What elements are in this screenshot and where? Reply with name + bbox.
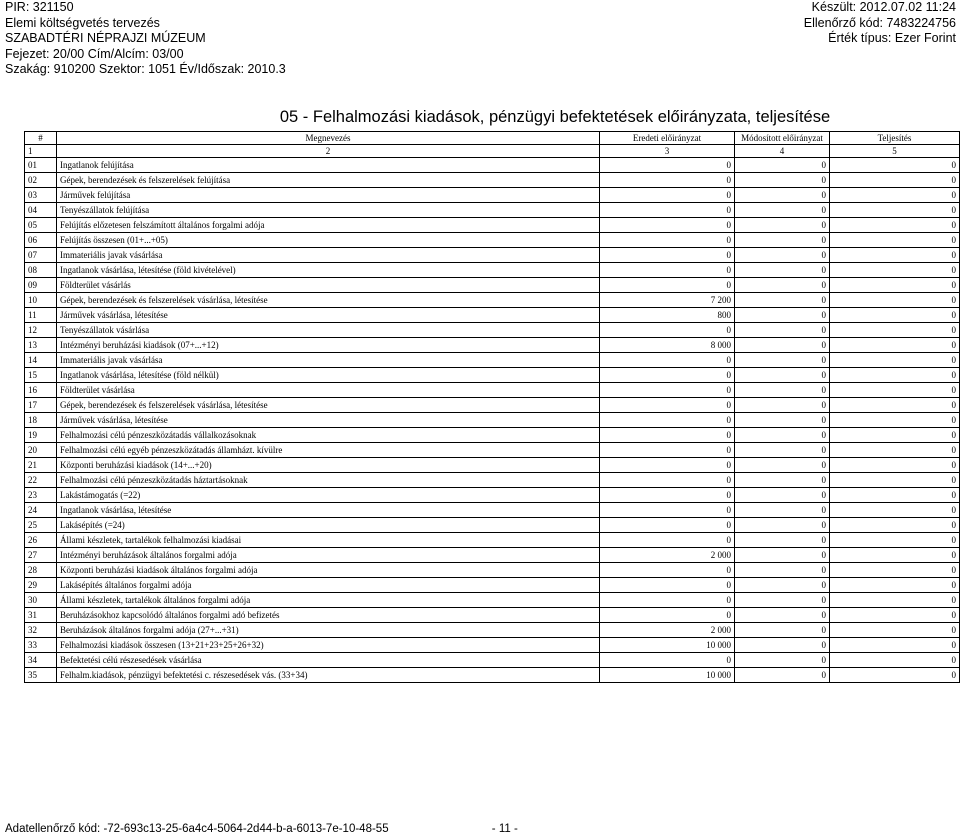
- row-number: 18: [25, 413, 57, 428]
- row-label: Lakástámogatás (=22): [57, 488, 600, 503]
- modified-appropriation: 0: [735, 383, 830, 398]
- modified-appropriation: 0: [735, 203, 830, 218]
- row-number: 12: [25, 323, 57, 338]
- row-label: Állami készletek, tartalékok felhalmozási kiadásai: [57, 533, 600, 548]
- performance: 0: [830, 233, 960, 248]
- chapter-label: Fejezet: 20/00 Cím/Alcím: 03/00: [5, 46, 184, 61]
- row-label: Központi beruházási kiadások általános forgalmi adója: [57, 563, 600, 578]
- original-appropriation: 0: [600, 383, 735, 398]
- modified-appropriation: 0: [735, 398, 830, 413]
- original-appropriation: 0: [600, 323, 735, 338]
- row-label: Tenyészállatok felújítása: [57, 203, 600, 218]
- institution-name: SZABADTÉRI NÉPRAJZI MÚZEUM: [5, 31, 206, 45]
- original-appropriation: 0: [600, 593, 735, 608]
- performance: 0: [830, 623, 960, 638]
- row-number: 03: [25, 188, 57, 203]
- modified-appropriation: 0: [735, 638, 830, 653]
- row-label: Gépek, berendezések és felszerelések vásárlása, létesítése: [57, 398, 600, 413]
- modified-appropriation: 0: [735, 563, 830, 578]
- performance: 0: [830, 533, 960, 548]
- row-number: 27: [25, 548, 57, 563]
- pir-label: PIR: 321150: [5, 0, 74, 14]
- table-row: [25, 278, 960, 293]
- row-number: 05: [25, 218, 57, 233]
- table-row: [25, 638, 960, 653]
- table-row: [25, 173, 960, 188]
- row-label: Járművek vásárlása, létesítése: [57, 308, 600, 323]
- original-appropriation: 7 200: [600, 293, 735, 308]
- original-appropriation: 0: [600, 353, 735, 368]
- created-timestamp: Készült: 2012.07.02 11:24: [811, 0, 956, 14]
- table-row: [25, 578, 960, 593]
- row-number: 35: [25, 668, 57, 683]
- modified-appropriation: 0: [735, 338, 830, 353]
- row-number: 19: [25, 428, 57, 443]
- table-row: [25, 413, 960, 428]
- row-label: Lakásépítés (=24): [57, 518, 600, 533]
- row-label: Felhalmozási kiadások összesen (13+21+23+25+26+32): [57, 638, 600, 653]
- row-number: 30: [25, 593, 57, 608]
- original-appropriation: 0: [600, 173, 735, 188]
- row-label: Beruházásokhoz kapcsolódó általános forgalmi adó befizetés: [57, 608, 600, 623]
- row-number: 23: [25, 488, 57, 503]
- performance: 0: [830, 563, 960, 578]
- performance: 0: [830, 503, 960, 518]
- footer-checksum: Adatellenőrző kód: -72-693c13-25-6a4c4-5064-2d44-b-a-6013-7e-10-48-55: [5, 823, 389, 835]
- original-appropriation: 0: [600, 458, 735, 473]
- original-appropriation: 0: [600, 158, 735, 173]
- row-number: 31: [25, 608, 57, 623]
- original-appropriation: 0: [600, 233, 735, 248]
- performance: 0: [830, 338, 960, 353]
- performance: 0: [830, 668, 960, 683]
- row-number: 22: [25, 473, 57, 488]
- column-header-row: [25, 132, 960, 145]
- row-number: 10: [25, 293, 57, 308]
- modified-appropriation: 0: [735, 173, 830, 188]
- original-appropriation: 0: [600, 563, 735, 578]
- performance: 0: [830, 188, 960, 203]
- row-label: Felhalm.kiadások, pénzügyi befektetési c. részesedések vás. (33+34): [57, 668, 600, 683]
- original-appropriation: 0: [600, 263, 735, 278]
- column-header: Módosított előirányzat: [735, 132, 830, 145]
- table-row: [25, 353, 960, 368]
- report-subtitle: Elemi költségvetés tervezés: [5, 15, 160, 30]
- modified-appropriation: 0: [735, 353, 830, 368]
- performance: 0: [830, 608, 960, 623]
- table-row: [25, 608, 960, 623]
- column-number: 2: [57, 145, 600, 158]
- original-appropriation: 0: [600, 653, 735, 668]
- original-appropriation: 0: [600, 278, 735, 293]
- original-appropriation: 0: [600, 398, 735, 413]
- row-number: 34: [25, 653, 57, 668]
- modified-appropriation: 0: [735, 443, 830, 458]
- row-number: 21: [25, 458, 57, 473]
- row-label: Felújítás összesen (01+...+05): [57, 233, 600, 248]
- table-row: [25, 458, 960, 473]
- modified-appropriation: 0: [735, 608, 830, 623]
- modified-appropriation: 0: [735, 323, 830, 338]
- row-number: 13: [25, 338, 57, 353]
- column-header: Megnevezés: [57, 132, 600, 145]
- modified-appropriation: 0: [735, 593, 830, 608]
- performance: 0: [830, 593, 960, 608]
- performance: 0: [830, 293, 960, 308]
- performance: 0: [830, 353, 960, 368]
- table-row: [25, 488, 960, 503]
- original-appropriation: 0: [600, 578, 735, 593]
- performance: 0: [830, 413, 960, 428]
- row-label: Ingatlanok vásárlása, létesítése (föld nélkül): [57, 368, 600, 383]
- performance: 0: [830, 458, 960, 473]
- row-number: 32: [25, 623, 57, 638]
- row-number: 28: [25, 563, 57, 578]
- row-number: 11: [25, 308, 57, 323]
- column-header: Teljesítés: [830, 132, 960, 145]
- performance: 0: [830, 323, 960, 338]
- row-label: Intézményi beruházások általános forgalmi adója: [57, 548, 600, 563]
- row-number: 09: [25, 278, 57, 293]
- performance: 0: [830, 578, 960, 593]
- row-number: 06: [25, 233, 57, 248]
- table-row: [25, 398, 960, 413]
- table-row: [25, 323, 960, 338]
- original-appropriation: 0: [600, 533, 735, 548]
- row-number: 33: [25, 638, 57, 653]
- modified-appropriation: 0: [735, 188, 830, 203]
- table-row: [25, 263, 960, 278]
- table-row: [25, 653, 960, 668]
- table-row: [25, 368, 960, 383]
- row-label: Állami készletek, tartalékok általános forgalmi adója: [57, 593, 600, 608]
- table-row: [25, 158, 960, 173]
- modified-appropriation: 0: [735, 248, 830, 263]
- table-row: [25, 443, 960, 458]
- performance: 0: [830, 383, 960, 398]
- table-row: [25, 518, 960, 533]
- column-number-row: [25, 145, 960, 158]
- modified-appropriation: 0: [735, 158, 830, 173]
- table-row: [25, 188, 960, 203]
- row-label: Befektetési célú részesedések vásárlása: [57, 653, 600, 668]
- original-appropriation: 2 000: [600, 623, 735, 638]
- performance: 0: [830, 398, 960, 413]
- table-row: [25, 623, 960, 638]
- row-label: Immateriális javak vásárlása: [57, 248, 600, 263]
- original-appropriation: 0: [600, 488, 735, 503]
- form-title: 05 - Felhalmozási kiadások, pénzügyi befektetések előirányzata, teljesítése: [279, 108, 831, 126]
- original-appropriation: 8 000: [600, 338, 735, 353]
- modified-appropriation: 0: [735, 233, 830, 248]
- table-row: [25, 203, 960, 218]
- row-number: 01: [25, 158, 57, 173]
- value-type-label: Érték típus: Ezer Forint: [828, 31, 956, 45]
- performance: 0: [830, 203, 960, 218]
- row-label: Földterület vásárlása: [57, 383, 600, 398]
- table-row: [25, 533, 960, 548]
- table-row: [25, 668, 960, 683]
- row-number: 26: [25, 533, 57, 548]
- modified-appropriation: 0: [735, 488, 830, 503]
- original-appropriation: 0: [600, 413, 735, 428]
- row-label: Járművek vásárlása, létesítése: [57, 413, 600, 428]
- original-appropriation: 0: [600, 218, 735, 233]
- row-number: 14: [25, 353, 57, 368]
- table-row: [25, 308, 960, 323]
- original-appropriation: 0: [600, 608, 735, 623]
- row-label: Immateriális javak vásárlása: [57, 353, 600, 368]
- row-label: Beruházások általános forgalmi adója (27+...+31): [57, 623, 600, 638]
- row-label: Ingatlanok vásárlása, létesítése (föld kivételével): [57, 263, 600, 278]
- row-label: Járművek felújítása: [57, 188, 600, 203]
- modified-appropriation: 0: [735, 578, 830, 593]
- original-appropriation: 0: [600, 188, 735, 203]
- row-number: 16: [25, 383, 57, 398]
- column-header: #: [25, 132, 57, 145]
- row-number: 07: [25, 248, 57, 263]
- original-appropriation: 0: [600, 518, 735, 533]
- column-number: 1: [25, 145, 57, 158]
- row-label: Központi beruházási kiadások (14+...+20): [57, 458, 600, 473]
- row-label: Ingatlanok felújítása: [57, 158, 600, 173]
- original-appropriation: 10 000: [600, 668, 735, 683]
- modified-appropriation: 0: [735, 368, 830, 383]
- modified-appropriation: 0: [735, 263, 830, 278]
- modified-appropriation: 0: [735, 218, 830, 233]
- performance: 0: [830, 218, 960, 233]
- table-row: [25, 383, 960, 398]
- row-label: Lakásépítés általános forgalmi adója: [57, 578, 600, 593]
- performance: 0: [830, 368, 960, 383]
- column-number: 5: [830, 145, 960, 158]
- header-right: [804, 0, 956, 47]
- modified-appropriation: 0: [735, 533, 830, 548]
- table-row: [25, 428, 960, 443]
- checksum-label: Ellenőrző kód: 7483224756: [803, 15, 956, 30]
- modified-appropriation: 0: [735, 548, 830, 563]
- table-row: [25, 293, 960, 308]
- modified-appropriation: 0: [735, 278, 830, 293]
- row-number: 02: [25, 173, 57, 188]
- original-appropriation: 0: [600, 428, 735, 443]
- modified-appropriation: 0: [735, 503, 830, 518]
- row-label: Felhalmozási célú pénzeszközátadás háztartásoknak: [57, 473, 600, 488]
- original-appropriation: 2 000: [600, 548, 735, 563]
- page-number: - 11 -: [491, 823, 518, 835]
- row-number: 29: [25, 578, 57, 593]
- performance: 0: [830, 443, 960, 458]
- modified-appropriation: 0: [735, 473, 830, 488]
- table-row: [25, 593, 960, 608]
- table-row: [25, 563, 960, 578]
- row-label: Intézményi beruházási kiadások (07+...+12): [57, 338, 600, 353]
- modified-appropriation: 0: [735, 428, 830, 443]
- row-label: Földterület vásárlás: [57, 278, 600, 293]
- original-appropriation: 10 000: [600, 638, 735, 653]
- performance: 0: [830, 173, 960, 188]
- row-label: Felújítás előzetesen felszámított általános forgalmi adója: [57, 218, 600, 233]
- modified-appropriation: 0: [735, 308, 830, 323]
- original-appropriation: 0: [600, 473, 735, 488]
- table-row: [25, 548, 960, 563]
- row-number: 20: [25, 443, 57, 458]
- row-label: Felhalmozási célú pénzeszközátadás vállalkozásoknak: [57, 428, 600, 443]
- column-header: Eredeti előirányzat: [600, 132, 735, 145]
- performance: 0: [830, 308, 960, 323]
- table-row: [25, 218, 960, 233]
- header-left: [5, 0, 286, 78]
- budget-table: [24, 131, 960, 683]
- performance: 0: [830, 428, 960, 443]
- row-number: 24: [25, 503, 57, 518]
- table-row: [25, 473, 960, 488]
- performance: 0: [830, 518, 960, 533]
- performance: 0: [830, 278, 960, 293]
- modified-appropriation: 0: [735, 623, 830, 638]
- original-appropriation: 0: [600, 368, 735, 383]
- original-appropriation: 0: [600, 503, 735, 518]
- performance: 0: [830, 488, 960, 503]
- column-number: 3: [600, 145, 735, 158]
- performance: 0: [830, 248, 960, 263]
- row-label: Tenyészállatok vásárlása: [57, 323, 600, 338]
- modified-appropriation: 0: [735, 458, 830, 473]
- performance: 0: [830, 548, 960, 563]
- table-row: [25, 233, 960, 248]
- row-number: 04: [25, 203, 57, 218]
- performance: 0: [830, 158, 960, 173]
- table-row: [25, 338, 960, 353]
- modified-appropriation: 0: [735, 413, 830, 428]
- original-appropriation: 800: [600, 308, 735, 323]
- performance: 0: [830, 638, 960, 653]
- performance: 0: [830, 473, 960, 488]
- table-row: [25, 503, 960, 518]
- performance: 0: [830, 653, 960, 668]
- row-label: Gépek, berendezések és felszerelések felújítása: [57, 173, 600, 188]
- column-number: 4: [735, 145, 830, 158]
- row-number: 15: [25, 368, 57, 383]
- row-number: 25: [25, 518, 57, 533]
- modified-appropriation: 0: [735, 293, 830, 308]
- original-appropriation: 0: [600, 443, 735, 458]
- modified-appropriation: 0: [735, 668, 830, 683]
- performance: 0: [830, 263, 960, 278]
- row-number: 08: [25, 263, 57, 278]
- sector-label: Szakág: 910200 Szektor: 1051 Év/Időszak: 2010.3: [5, 62, 286, 76]
- row-label: Felhalmozási célú egyéb pénzeszközátadás államházt. kívülre: [57, 443, 600, 458]
- modified-appropriation: 0: [735, 518, 830, 533]
- row-number: 17: [25, 398, 57, 413]
- row-label: Gépek, berendezések és felszerelések vásárlása, létesítése: [57, 293, 600, 308]
- table-row: [25, 248, 960, 263]
- original-appropriation: 0: [600, 248, 735, 263]
- original-appropriation: 0: [600, 203, 735, 218]
- footer: [5, 823, 518, 836]
- modified-appropriation: 0: [735, 653, 830, 668]
- row-label: Ingatlanok vásárlása, létesítése: [57, 503, 600, 518]
